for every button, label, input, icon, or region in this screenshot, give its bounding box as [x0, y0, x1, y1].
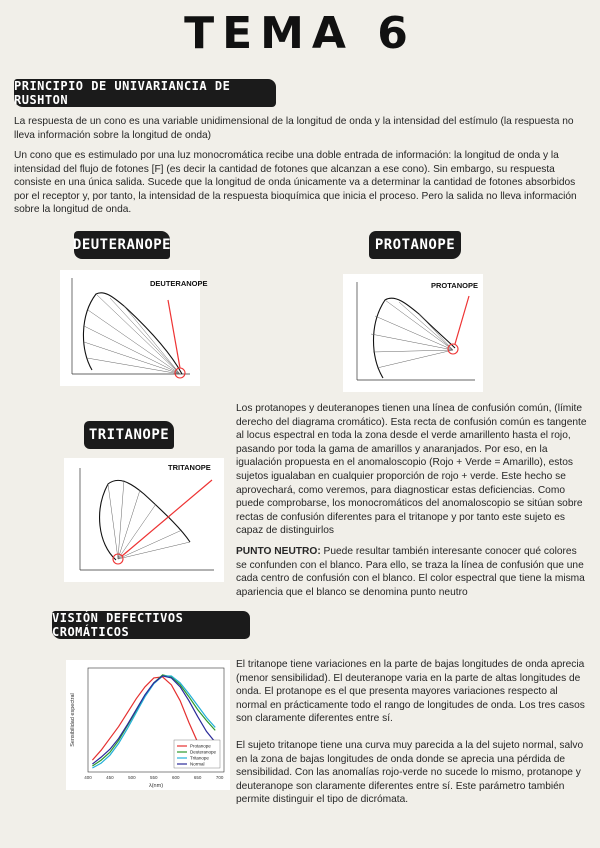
section-heading-tritanope: TRITANOPE [84, 421, 174, 449]
deuteranope-figure-label: DEUTERANOPE [150, 279, 208, 288]
chart-xlabel: λ(nm) [148, 783, 164, 789]
section-heading-rushton: PRINCIPIO DE UNIVARIANCIA DE RUSHTON [14, 79, 276, 107]
neutral-point-text: Puede resultar también interesante conocer qué colores se confunden con el blanco. Para ello, se traza la línea de confusión que une cada centro de confusión con el blanco. El color espectral que tiene la misma apariencia que el blanco se denomina punto neutro [236, 546, 585, 598]
sensitivity-chart [66, 660, 230, 790]
confusion-line-paragraph: Los protanopes y deuteranopes tienen una línea de confusión común, (límite derecho del diagrama cromático). Esta recta de confusión común es tangente al locus espectral en toda la zona desde el verde amarillento hasta el rojo, pasando por toda la gama de amarillos y anaranjados. Por eso, en la igualación propuesta en el anomaloscopio (Rojo + Verde = Amarillo), estos sujetos igualaban en cualquier proporción de rojo + verde. Este hecho se aprovechará, como veremos, para diagnosticar estas deficiencias. Como puede comprobarse, los monocromáticos del anomaloscopio se sitúan sobre rectas de confusión diferentes para el tritanope y por tanto este sujeto es capaz de distinguirlos [236, 403, 587, 537]
chart-x-tick-label: 700 [215, 775, 224, 780]
neutral-point-label: PUNTO NEUTRO: [236, 546, 321, 557]
page-title: TEMA 6 [184, 8, 416, 59]
deuteranope-diagram [60, 270, 208, 386]
neutral-point-paragraph [236, 545, 590, 599]
tritanope-figure [64, 458, 224, 582]
tritanope-figure-label: TRITANOPE [168, 463, 211, 472]
rushton-paragraph-1: La respuesta de un cono es una variable unidimensional de la longitud de onda y la intensidad del estímulo (la respuesta no lleva información sobre la longitud de onda) [14, 116, 574, 141]
section-heading-deuteranope: DEUTERANOPE [74, 231, 170, 259]
chart-x-tick-label: 650 [193, 775, 202, 780]
rushton-paragraph-2: Un cono que es estimulado por una luz monocromática recibe una doble entrada de información: la longitud de onda y la intensidad del flujo de fotones [F] (es decir la cantidad de fotones que alcanzan a ese cono). Sin embargo, su respuesta consiste en una única salida. Sucede que la longitud de onda únicamente va a determinar la cantidad de fotones absorbidos por el receptor y, por tanto, la intensidad de la respuesta bioquímica que inicia el proceso. Pero la salida no lleva información sobre la longitud de onda. [14, 150, 577, 216]
chart-legend-label: Deuteranope [190, 749, 217, 755]
deuteranope-figure [60, 270, 208, 386]
sensitivity-chart-svg [66, 660, 230, 790]
chart-x-tick-label: 500 [128, 775, 136, 780]
chart-legend-label: Normal [190, 761, 205, 767]
vision-paragraph-1: El tritanope tiene variaciones en la parte de bajas longitudes de onda aprecia (menor sensibilidad). El deuteranope varia en la parte de altas longitudes de onda. El protanope es el que presenta mayores variaciones respecto al normal en prácticamente todo el rango de longitudes de onda. Los tres casos son claramente diferentes entre sí. [236, 659, 585, 725]
tritanope-diagram [64, 458, 224, 582]
chart-legend-label: Tritanope [190, 755, 209, 761]
chart-x-tick-label: 600 [171, 775, 180, 780]
chart-legend-label: Protanope [190, 743, 211, 749]
protanope-figure [343, 274, 483, 392]
chart-x-tick-label: 550 [150, 775, 158, 780]
section-heading-vision: VISIÓN DEFECTIVOS CROMÁTICOS [52, 611, 250, 639]
protanope-diagram [343, 274, 483, 392]
chart-x-tick-label: 450 [106, 775, 114, 780]
chart-ylabel: Sensibilidad espectral [70, 693, 76, 747]
vision-paragraph-2: El sujeto tritanope tiene una curva muy parecida a la del sujeto normal, salvo en la zona de bajas longitudes de onda donde se aprecia una pérdida de sensibilidad. Con las anomalías rojo-verde no sucede lo mismo, protanope y deuteranope son claramente diferentes entre sí. Este parámetro también permite distinguir el tipo de dicrómata. [236, 740, 584, 806]
section-heading-protanope: PROTANOPE [369, 231, 461, 259]
chart-x-tick-label: 400 [84, 775, 92, 780]
protanope-figure-label: PROTANOPE [431, 281, 478, 290]
